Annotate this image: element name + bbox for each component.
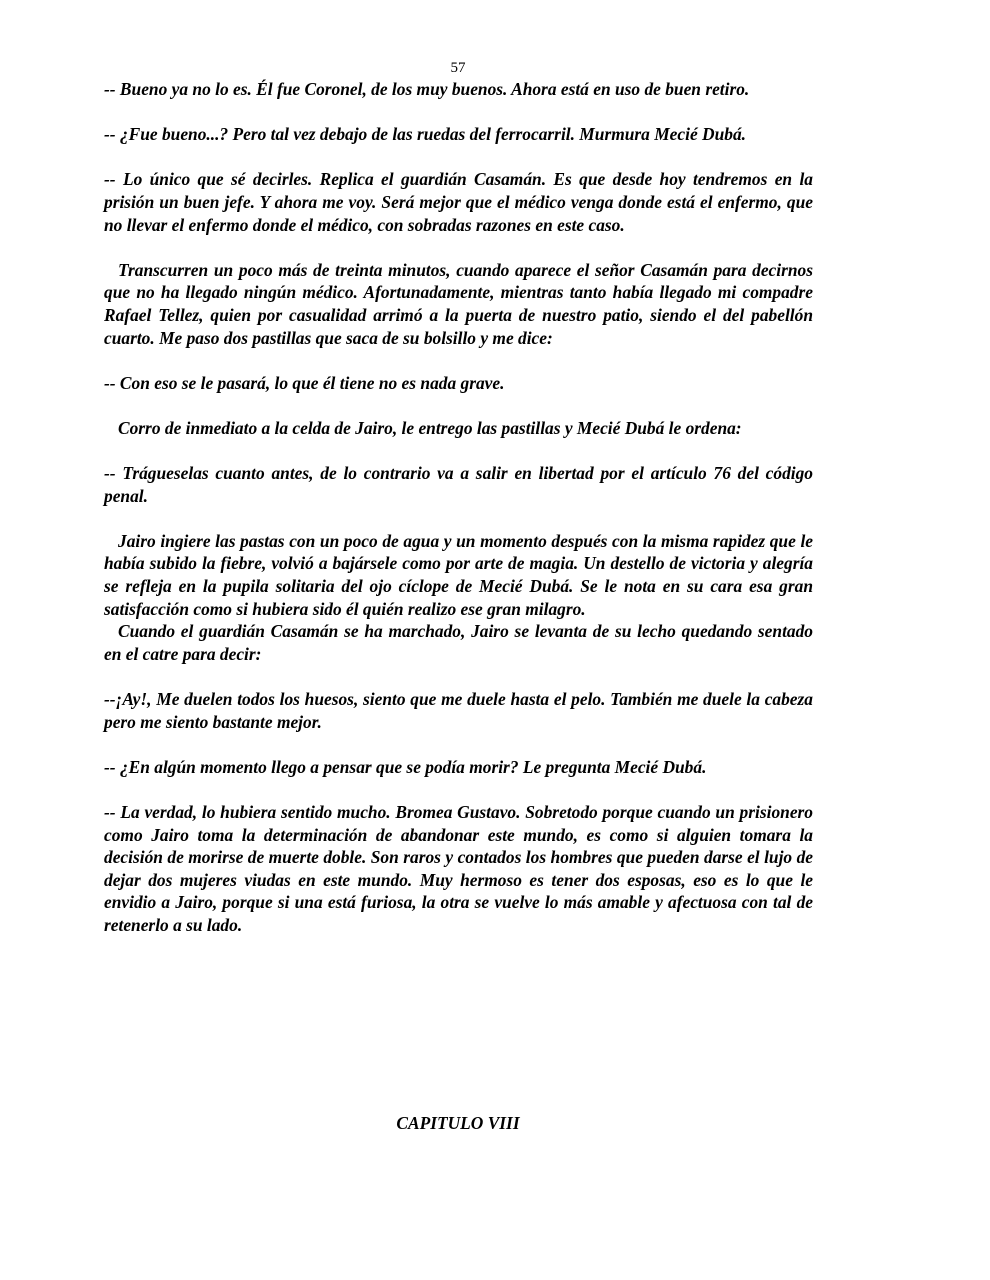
paragraph-dialogue: -- Bueno ya no lo es. Él fue Coronel, de los muy buenos. Ahora está en uso de buen retiro. — [104, 79, 750, 99]
paragraph-dialogue: -- Lo único que sé decirles. Replica el guardián Casamán. Es que desde hoy tendremos en la prisión un buen jefe. Y ahora me voy. Será mejor que el médico venga donde está el enfermo, que no llevar el enfermo donde el médico, con sobradas razones en este caso. — [104, 169, 813, 235]
body-text — [104, 78, 813, 937]
paragraph-narration: Transcurren un poco más de treinta minutos, cuando aparece el señor Casamán para decirnos que no ha llegado ningún médico. Afortunadamente, mientras tanto había llegado mi compadre Rafael Tellez, quien por casualidad arrimó a la puerta de nuestro patio, siendo el del pabellón cuarto. Me paso dos pastillas que saca de su bolsillo y me dice: — [104, 259, 813, 348]
paragraph-narration: Cuando el guardián Casamán se ha marchado, Jairo se levanta de su lecho quedando sentado en el catre para decir: — [104, 621, 813, 664]
paragraph-dialogue: -- Trágueselas cuanto antes, de lo contrario va a salir en libertad por el artículo 76 del código penal. — [104, 463, 813, 506]
paragraph-dialogue: -- ¿En algún momento llego a pensar que se podía morir? Le pregunta Mecié Dubá. — [104, 756, 707, 777]
page-number: 57 — [450, 60, 466, 76]
paragraph-dialogue: --¡Ay!, Me duelen todos los huesos, siento que me duele hasta el pelo. También me duele la cabeza pero me siento bastante mejor. — [104, 689, 813, 732]
paragraph-narration: Jairo ingiere las pastas con un poco de agua y un momento después con la misma rapidez que le había subido la fiebre, volvió a bajársele como por arte de magia. Un destello de victoria y alegría se refleja en la pupila solitaria del ojo cíclope de Mecié Dubá. Se le nota en su cara esa gran satisfacción como si hubiera sido él quién realizo ese gran milagro. — [104, 530, 813, 619]
paragraph-dialogue: -- Con eso se le pasará, lo que él tiene no es nada grave. — [104, 372, 505, 393]
chapter-heading: CAPITULO VIII — [396, 1113, 520, 1133]
paragraph-dialogue: -- La verdad, lo hubiera sentido mucho. Bromea Gustavo. Sobretodo porque cuando un prisionero como Jairo toma la determinación de abandonar este mundo, es como si alguien tomara la decisión de morirse de muerte doble. Son raros y contados los hombres que pueden darse el lujo de dejar dos mujeres viudas en este mundo. Muy hermoso es tener dos esposas, eso es lo que le envidio a Jairo, porque si una está furiosa, la otra se vuelve lo más amable y afectuosa con tal de retenerlo a su lado. — [104, 802, 813, 935]
paragraph-dialogue: -- ¿Fue bueno...? Pero tal vez debajo de las ruedas del ferrocarril. Murmura Mecié Dubá. — [104, 124, 746, 145]
paragraph-narration: Corro de inmediato a la celda de Jairo, le entrego las pastillas y Mecié Dubá le ordena: — [118, 417, 742, 438]
